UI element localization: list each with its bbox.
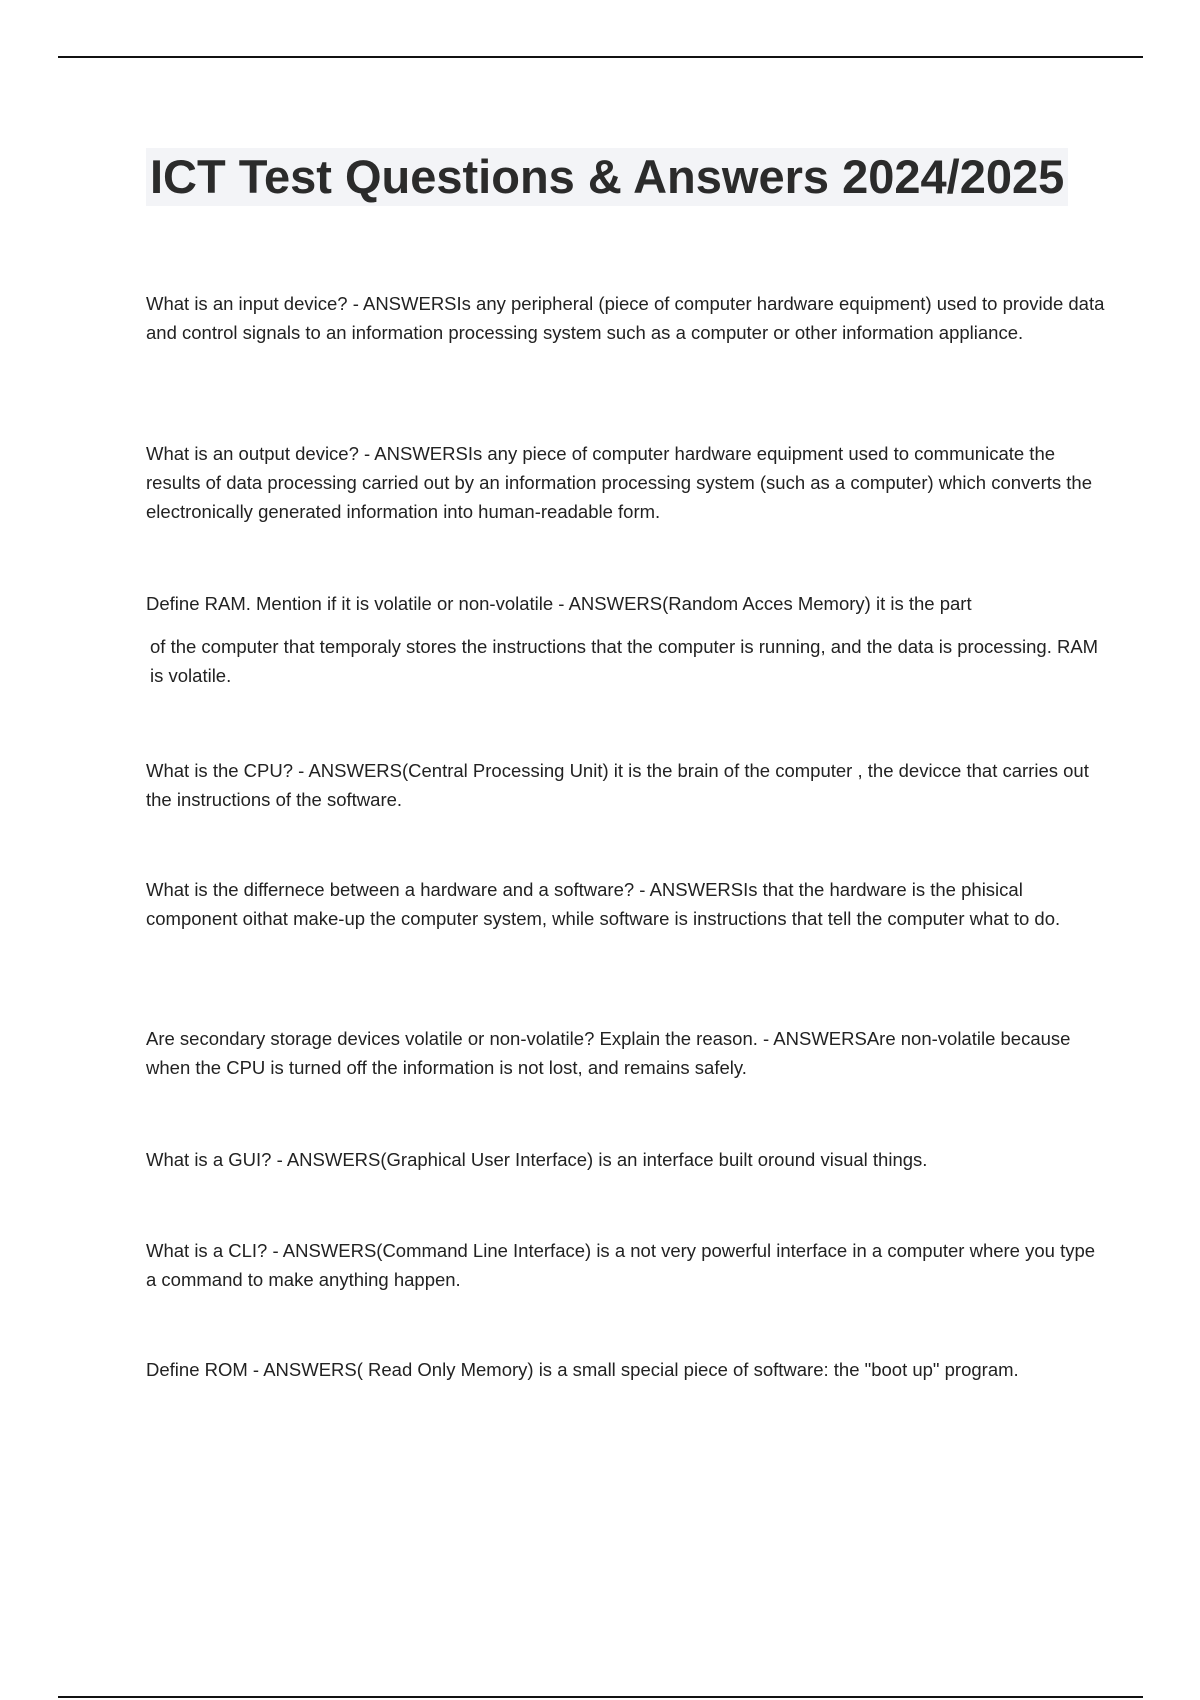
qa-item-hardware-software xyxy=(146,875,1106,933)
qa-item-gui xyxy=(146,1145,1106,1174)
qa-text: Are secondary storage devices volatile or non-volatile? Explain the reason. - ANSWERSAre non-volatile because when the CPU is turned off the information is not lost, and remains safely. xyxy=(146,1028,1071,1078)
qa-text: What is the CPU? - ANSWERS(Central Processing Unit) it is the brain of the computer , the devicce that carries out the instructions of the software. xyxy=(146,760,1089,810)
qa-item-rom xyxy=(146,1355,1106,1384)
qa-text: What is an output device? - ANSWERSIs any piece of computer hardware equipment used to communicate the results of data processing carried out by an information processing system (such as a computer) which converts the electronically generated information into human-readable form. xyxy=(146,443,1092,522)
qa-item-output-device xyxy=(146,439,1106,526)
qa-item-input-device xyxy=(146,289,1106,347)
qa-text: What is the differnece between a hardware and a software? - ANSWERSIs that the hardware is the phisical component oithat make-up the computer system, while software is instructions that tell the computer what to do. xyxy=(146,879,1061,929)
qa-text: Define RAM. Mention if it is volatile or non-volatile - ANSWERS(Random Acces Memory) it is the part xyxy=(146,593,972,614)
qa-item-cpu xyxy=(146,756,1106,814)
qa-text: What is a CLI? - ANSWERS(Command Line Interface) is a not very powerful interface in a computer where you type a command to make anything happen. xyxy=(146,1240,1096,1290)
document-title: ICT Test Questions & Answers 2024/2025 xyxy=(146,148,1068,206)
top-rule xyxy=(58,56,1143,58)
bottom-rule xyxy=(58,1696,1143,1698)
qa-item-cli xyxy=(146,1236,1106,1294)
qa-text: Define ROM - ANSWERS( Read Only Memory) is a small special piece of software: the "boot up" program. xyxy=(146,1359,1019,1380)
qa-text: What is an input device? - ANSWERSIs any peripheral (piece of computer hardware equipment) used to provide data and control signals to an information processing system such as a computer or other information appliance. xyxy=(146,293,1105,343)
qa-item-secondary-storage xyxy=(146,1024,1106,1082)
qa-text-continuation: of the computer that temporaly stores the instructions that the computer is running, and the data is processing. RAM is volatile. xyxy=(150,636,1099,686)
qa-text: What is a GUI? - ANSWERS(Graphical User Interface) is an interface built oround visual things. xyxy=(146,1149,928,1170)
qa-item-ram xyxy=(146,589,1106,690)
